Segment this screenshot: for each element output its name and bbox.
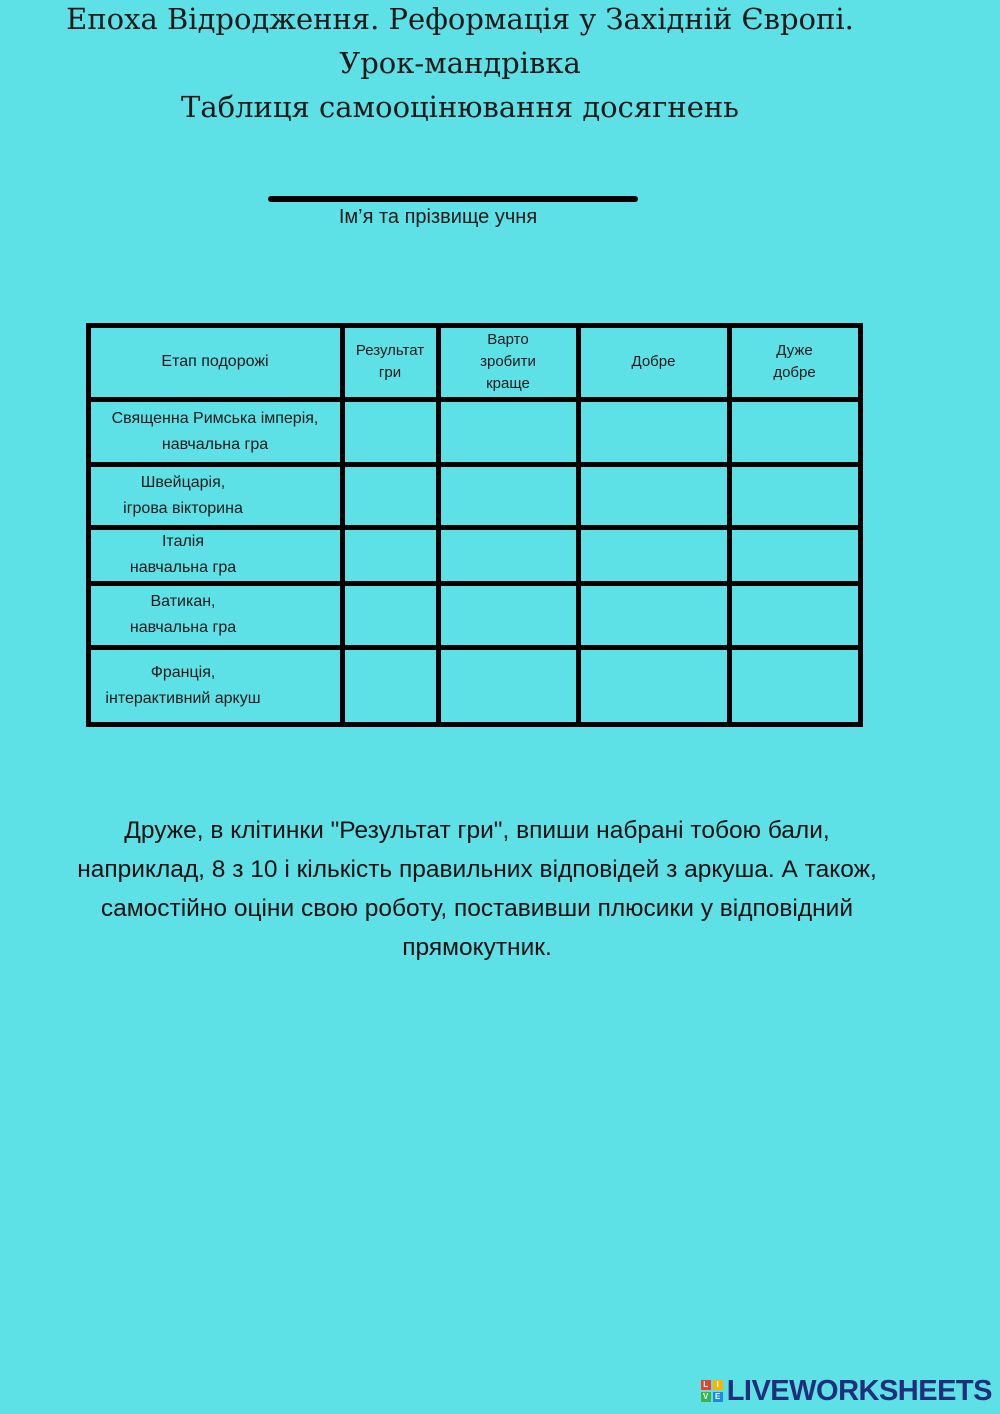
- table-entry-cell[interactable]: [582, 587, 725, 643]
- title-line-2: Урок-мандрівка: [339, 46, 581, 80]
- table-header-text: Етап подорожі: [161, 353, 269, 370]
- table-entry-cell[interactable]: [442, 587, 574, 643]
- table-stage-text: Священна Римська імперія,: [111, 409, 319, 427]
- logo-text: LIVEWORKSHEETS: [726, 1374, 992, 1407]
- table-stage-cell: [91, 402, 339, 461]
- logo-mark-letter: E: [713, 1392, 723, 1402]
- logo-mark-icon: [701, 1380, 723, 1402]
- table-stage-text: Ватикан,: [150, 593, 216, 610]
- table-entry-cell[interactable]: [442, 403, 574, 460]
- table-entry-cell[interactable]: [733, 587, 856, 643]
- table-header-text: зробити: [480, 353, 536, 370]
- logo-mark-letter: I: [713, 1380, 723, 1390]
- table-stage-cell: [88, 467, 278, 524]
- table-entry-cell[interactable]: [582, 403, 725, 460]
- table-header-text: гри: [378, 364, 402, 381]
- table-entry-cell[interactable]: [442, 468, 574, 523]
- title-line-3: Таблиця самооцінювання досягнень: [181, 90, 739, 124]
- table-header-cell: [345, 328, 435, 396]
- table-header-text: Добре: [631, 353, 676, 370]
- table-entry-cell[interactable]: [346, 468, 434, 523]
- instructions-line: наприклад, 8 з 10 і кількість правильних відповідей з аркуша. А також,: [77, 856, 877, 883]
- title-line-1: Епоха Відродження. Реформація у Західній Європі.: [66, 2, 854, 36]
- logo-mark-letter: L: [701, 1380, 711, 1390]
- table-entry-cell[interactable]: [346, 403, 434, 460]
- table-entry-cell[interactable]: [582, 531, 725, 579]
- table-header-text: Дуже: [776, 342, 813, 359]
- table-entry-cell[interactable]: [733, 651, 856, 720]
- table-stage-text: Франція,: [150, 663, 216, 681]
- table-entry-cell[interactable]: [582, 468, 725, 523]
- table-stage-cell: [88, 530, 278, 580]
- table-stage-text: Швейцарія,: [140, 473, 226, 491]
- table-stage-text: ігрова вікторина: [123, 499, 243, 517]
- instructions-line: самостійно оціни свою роботу, поставивши плюсики у відповідний: [100, 895, 854, 922]
- table-stage-text: навчальна гра: [129, 619, 237, 636]
- table-stage-text: інтерактивний аркуш: [105, 689, 261, 707]
- table-stage-text: навчальна гра: [129, 559, 237, 576]
- table-entry-cell[interactable]: [442, 531, 574, 579]
- table-header-cell: [441, 328, 575, 396]
- instructions-line: прямокутник.: [402, 934, 552, 961]
- table-entry-cell[interactable]: [442, 651, 574, 720]
- table-entry-cell[interactable]: [733, 531, 856, 579]
- table-stage-cell: [88, 650, 278, 721]
- table-header-cell: [91, 328, 339, 402]
- table-stage-cell: [88, 586, 278, 644]
- instructions-text: [0, 811, 954, 967]
- table-entry-cell[interactable]: [346, 651, 434, 720]
- table-header-text: краще: [486, 375, 530, 392]
- logo-mark-letter: V: [701, 1392, 711, 1402]
- table-entry-cell[interactable]: [346, 531, 434, 579]
- student-name-label: Ім’я та прізвище учня: [338, 206, 538, 228]
- table-header-text: добре: [773, 364, 816, 381]
- table-header-cell: [732, 328, 857, 396]
- table-entry-cell[interactable]: [346, 587, 434, 643]
- table-entry-cell[interactable]: [733, 403, 856, 460]
- liveworksheets-logo: [701, 1374, 992, 1408]
- table-stage-text: навчальна гра: [161, 435, 269, 453]
- table-entry-cell[interactable]: [582, 651, 725, 720]
- table-entry-cell[interactable]: [733, 468, 856, 523]
- table-header-text: Варто: [487, 331, 529, 348]
- table-hline: [88, 722, 862, 727]
- table-header-text: Результат: [355, 342, 425, 359]
- instructions-line: Друже, в клітинки "Результат гри", впиши набрані тобою бали,: [124, 817, 830, 844]
- table-vline: [858, 323, 863, 727]
- table-stage-text: Італія: [161, 533, 205, 550]
- table-header-cell: [581, 328, 726, 396]
